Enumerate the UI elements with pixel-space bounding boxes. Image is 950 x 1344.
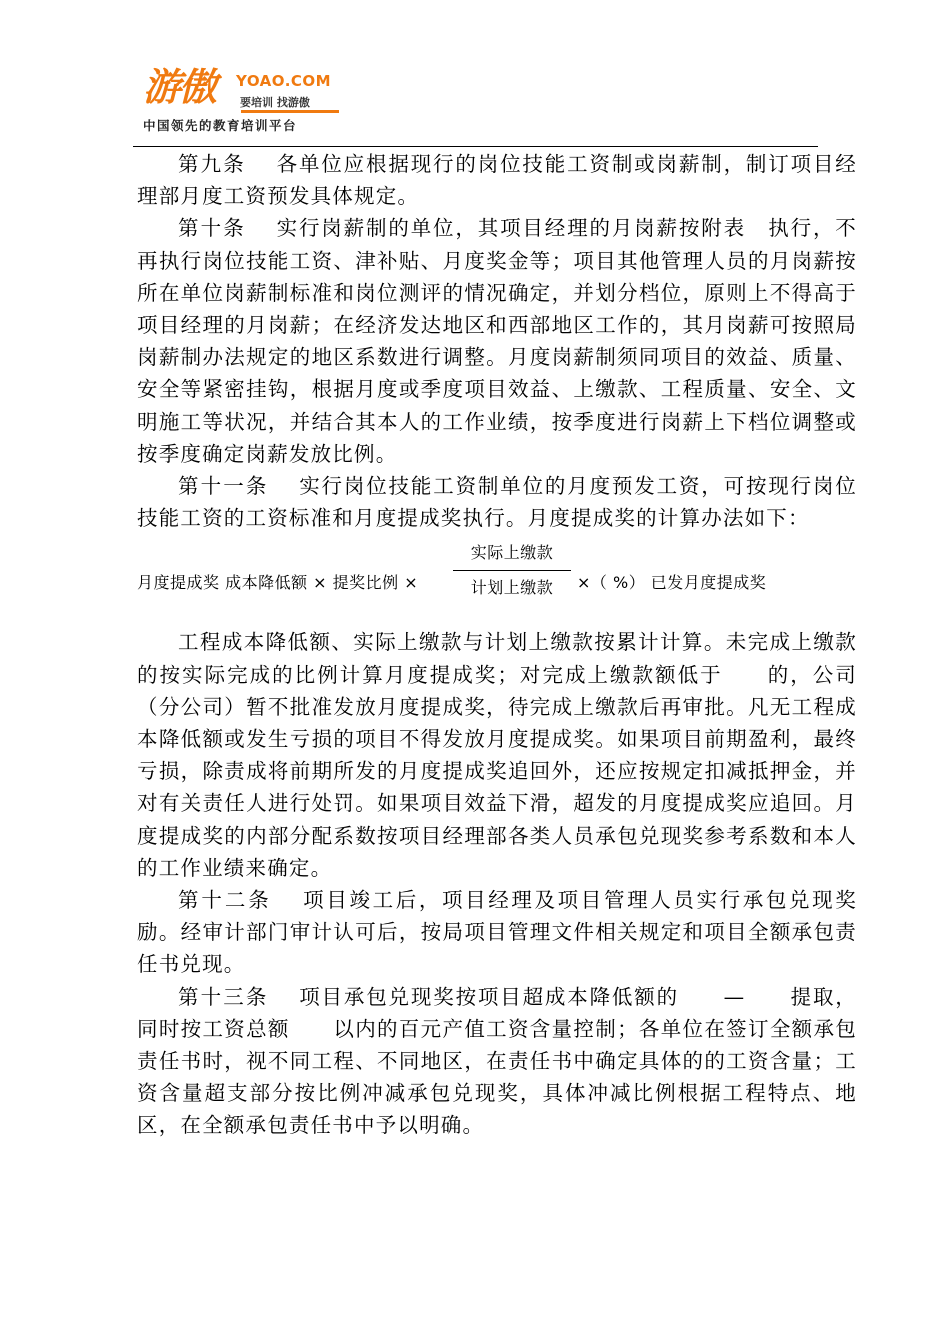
article-text: 项目承包兑现奖按项目超成本降低额的 — 提取，同时按工资总额 以内的百元产值工资含量控制；各单位在签订全额承包责任书时，视不同工程、不同地区，在责任书中确定具体的的工资含量；工资含量超支部分按比例冲减承包兑现奖，具体冲减比例根据工程特点、地区，在全额承包责任书中予以明确。 bbox=[137, 984, 858, 1138]
article-11 bbox=[137, 470, 857, 534]
article-title: 第十二条 bbox=[178, 888, 272, 913]
logo-tagline: 中国领先的教育培训平台 bbox=[143, 118, 298, 133]
formula-fraction bbox=[453, 540, 571, 601]
article-title: 第九条 bbox=[178, 152, 246, 176]
formula-right: ×（ %） 已发月度提成奖 bbox=[577, 573, 767, 593]
article-text: 实行岗薪制的单位，其项目经理的月岗薪按附表 执行，不再执行岗位技能工资、津补贴、月度奖金等；项目其他管理人员的月岗薪按所在单位岗薪制标准和岗位测评的情况确定，并划分档位，原则上不得高于项目经理的月岗薪；在经济发达地区和西部地区工作的，其月岗薪可按照局岗薪制办法规定的地区系数进行调整。月度岗薪制须同项目的效益、质量、安全等紧密挂钩，根据月度或季度项目效益、上缴款、工程质量、安全、文明施工等状况，并结合其本人的工作业绩，按季度进行岗薪上下档位调整或按季度确定岗薪发放比例。 bbox=[137, 216, 858, 466]
article-title: 第十三条 bbox=[178, 984, 269, 1009]
article-9 bbox=[137, 148, 857, 212]
article-10 bbox=[137, 212, 857, 470]
header-divider bbox=[133, 146, 818, 147]
fraction-bar bbox=[453, 570, 571, 571]
document-body bbox=[137, 148, 857, 1142]
logo-domain: YOAO.COM bbox=[236, 72, 332, 90]
article-text: 各单位应根据现行的岗位技能工资制或岗薪制，制订项目经理部月度工资预发具体规定。 bbox=[137, 152, 858, 209]
formula-note-text: 工程成本降低额、实际上缴款与计划上缴款按累计计算。未完成上缴款的按实际完成的比例计算月度提成奖；对完成上缴款额低于 的，公司（分公司）暂不批准发放月度提成奖，待完成上缴款后再审批。凡无工程成本降低额或发生亏损的项目不得发放月度提成奖。如果项目前期盈利，最终亏损，除责成将前期所发的月度提成奖追回外，还应按规定扣减抵押金，并对有关责任人进行处罚。如果项目效益下滑，超发的月度提成奖应追回。月度提成奖的内部分配系数按项目经理部各类人员承包兑现奖参考系数和本人的工作业绩来确定。 bbox=[137, 630, 857, 880]
logo-slogan: 要培训 找游傲 bbox=[240, 96, 310, 109]
bonus-formula bbox=[137, 536, 857, 624]
article-13 bbox=[137, 981, 857, 1142]
logo-underline bbox=[241, 110, 339, 113]
article-title: 第十一条 bbox=[178, 474, 269, 499]
formula-note bbox=[137, 626, 857, 884]
logo bbox=[143, 64, 343, 136]
article-text: 实行岗位技能工资制单位的月度预发工资，可按现行岗位技能工资的工资标准和月度提成奖执行。月度提成奖的计算办法如下： bbox=[137, 474, 858, 531]
article-title: 第十条 bbox=[178, 216, 246, 241]
formula-left: 月度提成奖 成本降低额 × 提奖比例 × bbox=[137, 573, 419, 593]
article-12 bbox=[137, 884, 857, 981]
article-text: 项目竣工后，项目经理及项目管理人员实行承包兑现奖励。经审计部门审计认可后，按局项目管理文件相关规定和项目全额承包责任书兑现。 bbox=[137, 888, 857, 977]
formula-numerator: 实际上缴款 bbox=[470, 543, 554, 563]
formula-denominator: 计划上缴款 bbox=[470, 578, 554, 598]
logo-wordmark: 游傲 bbox=[143, 65, 216, 109]
